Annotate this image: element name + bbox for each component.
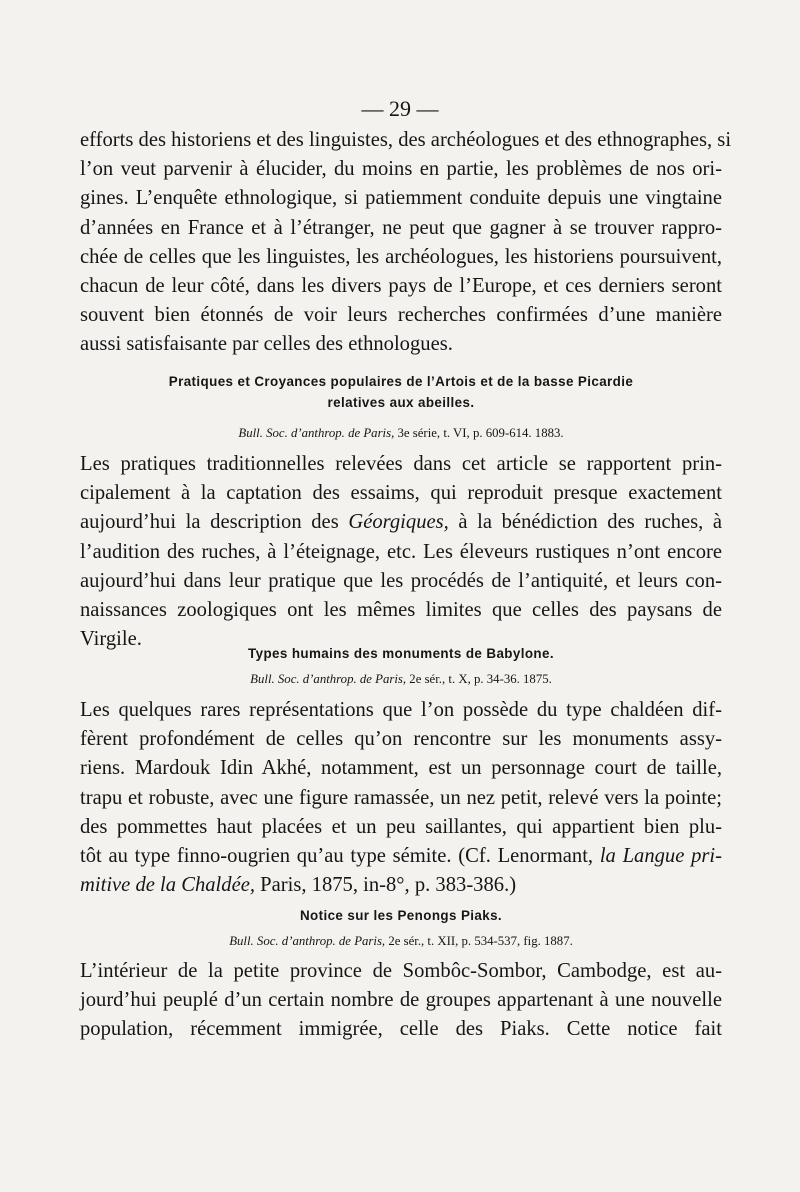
text-fragment: tôt au type finno-ougrien qu’au type sémite. (Cf. Lenormant, — [80, 845, 594, 868]
text-line: chacun de leur côté, dans les divers pays de l’Europe, et ces derniers seront — [80, 275, 722, 298]
italic-title: mitive de la Chaldée, — [80, 874, 255, 897]
section-paragraph — [80, 696, 722, 900]
text-line: Virgile. — [80, 628, 142, 651]
page-number: — 29 — — [361, 96, 439, 121]
heading-line: relatives aux abeilles. — [327, 395, 475, 410]
bibliographic-reference — [80, 670, 722, 688]
reference-details: 2e sér., t. X, p. 34-36. 1875. — [409, 672, 552, 686]
text-line: chée de celles que les linguistes, les archéologues, les historiens poursuivent, — [80, 245, 722, 268]
text-line — [80, 871, 722, 900]
text-line: aussi satisfaisante par celles des ethnologues. — [80, 333, 453, 356]
text-line: population, récemment immigrée, celle des Piaks. Cette notice fait — [80, 1018, 722, 1041]
heading-line: Pratiques et Croyances populaires de l’Artois et de la basse Picardie — [168, 374, 634, 389]
text-line — [80, 842, 722, 871]
section-paragraph — [80, 450, 722, 654]
reference-details: 2e sér., t. XII, p. 534-537, fig. 1887. — [388, 934, 573, 948]
section-heading — [80, 905, 722, 926]
text-fragment: Paris, 1875, in-8°, p. 383-386.) — [260, 874, 517, 897]
reference-journal: Bull. Soc. d’anthrop. de Paris, — [229, 934, 386, 948]
text-line: d’années en France et à l’étranger, ne peut que gagner à se trouver rappro- — [80, 216, 722, 239]
heading-line: Types humains des monuments de Babylone. — [248, 646, 554, 661]
reference-details: 3e série, t. VI, p. 609-614. 1883. — [397, 426, 564, 440]
text-line: efforts des historiens et des linguistes, des archéologues et des ethnographes, si — [80, 129, 732, 151]
section-paragraph — [80, 957, 722, 1045]
text-line: riens. Mardouk Idin Akhé, notamment, est un personnage court de taille, — [80, 757, 722, 780]
text-line — [80, 508, 722, 537]
text-line: jourd’hui peuplé d’un certain nombre de groupes appartenant à une nouvelle — [80, 989, 722, 1012]
text-line: Les pratiques traditionnelles relevées dans cet article se rapportent prin- — [80, 453, 722, 475]
text-line: L’intérieur de la petite province de Sombôc-Sombor, Cambodge, est au- — [80, 960, 722, 982]
text-line: aujourd’hui dans leur pratique que les procédés de l’antiquité, et leurs con- — [80, 569, 722, 592]
heading-line: Notice sur les Penongs Piaks. — [299, 908, 503, 923]
bibliographic-reference — [80, 424, 722, 442]
text-line: l’audition des ruches, à l’éteignage, etc. Les éleveurs rustiques n’ont encore — [80, 540, 722, 563]
text-line: trapu et robuste, avec une figure ramassée, un nez petit, relevé vers la pointe; — [80, 786, 722, 809]
text-line: cipalement à la captation des essaims, qui reproduit presque exactement — [80, 482, 722, 505]
bibliographic-reference — [80, 932, 722, 950]
text-line: souvent bien étonnés de voir leurs recherches confirmées d’une manière — [80, 304, 722, 327]
text-line: gines. L’enquête ethnologique, si patiemment conduite depuis une vingtaine — [80, 187, 722, 210]
text-line: des pommettes haut placées et un peu saillantes, qui appartient bien plu- — [80, 815, 722, 838]
text-line: fèrent profondément de celles qu’on rencontre sur les monuments assy- — [80, 728, 722, 751]
section-heading — [80, 643, 722, 664]
text-fragment: à la bénédiction des ruches, à — [458, 511, 722, 534]
text-fragment: aujourd’hui la description des — [80, 511, 339, 534]
text-line: naissances zoologiques ont les mêmes limites que celles des paysans de — [80, 599, 722, 622]
text-line: l’on veut parvenir à élucider, du moins en partie, les problèmes de nos ori- — [80, 158, 722, 181]
intro-paragraph — [80, 126, 732, 360]
reference-journal: Bull. Soc. d’anthrop. de Paris, — [238, 426, 395, 440]
italic-title: la Langue pri- — [599, 845, 722, 868]
italic-title: Géorgiques, — [348, 511, 449, 534]
section-heading — [80, 371, 722, 413]
reference-journal: Bull. Soc. d’anthrop. de Paris, — [250, 672, 407, 686]
text-line: Les quelques rares représentations que l’on possède du type chaldéen dif- — [80, 699, 722, 721]
